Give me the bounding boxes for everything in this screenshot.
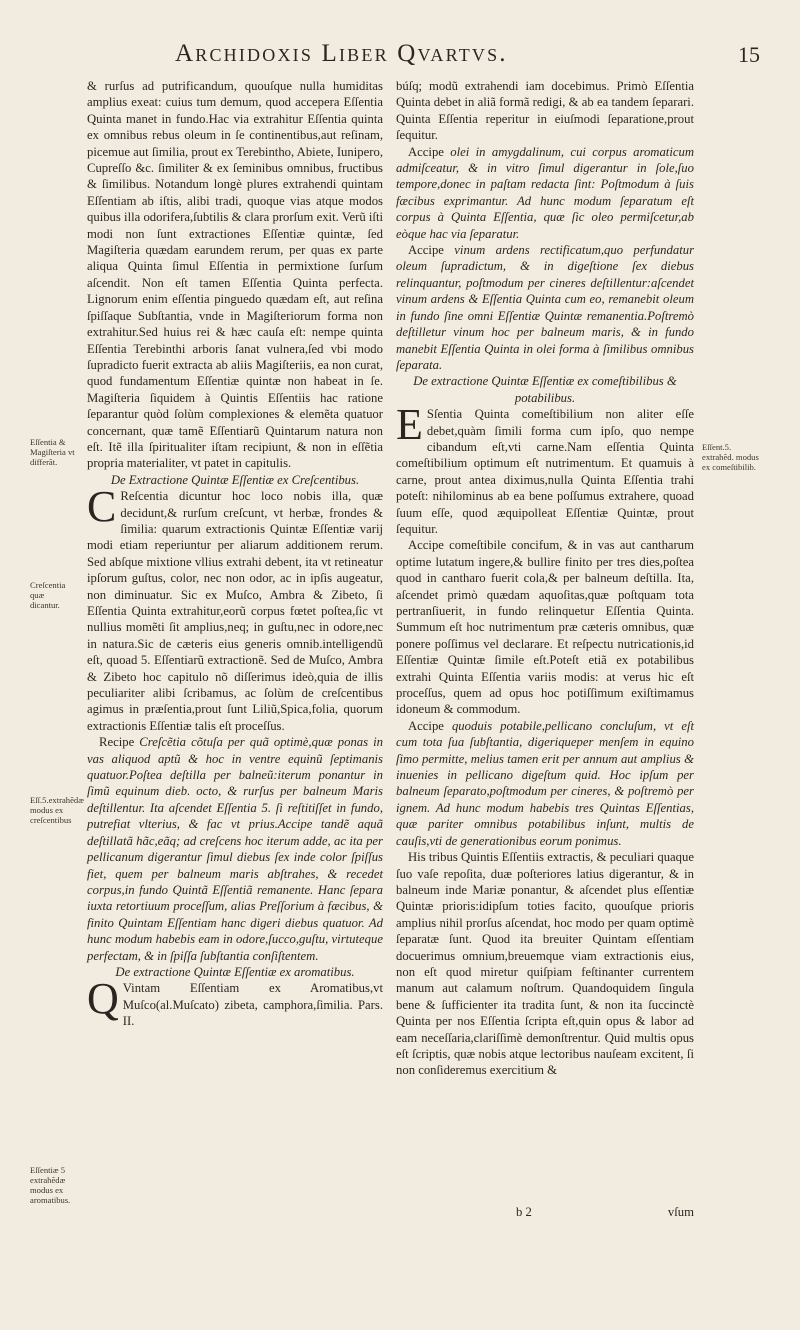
page-number: 15 (738, 42, 760, 67)
section-heading: De extractione Quintæ Eſſentiæ ex comeſtibilibus & potabilibus. (413, 374, 677, 405)
paragraph: His tribus Quintis Eſſentiis extractis, & peculiari quaque ſuo vaſe repoſita, duæ poſteriores latius digerantur, & in balneum inde Mariæ ponantur, & aſcendet plus eſſentiæ Quintæ prioris:idipſum toties facito, quouſque prioris amplius nihil prorſus aſcendat, hoc modo per quam optimè ſeparatæ ſunt. Quod ita breuiter Quintam eſſentiam docuerimus omnium,breuemque viam extractionis eius, non eſt quod miretur quiſpiam feſtinanter currentem manum aut calamum noſtrum. Quandoquidem ſingula bene & ſufficienter ita tradita ſunt, & non ita ſuccinctè Quinta per nos Eſſentia ſcripta eſt,quin opus & labor ad eam neceſſaria,clariſſimè demonſtrentur. Quid multis opus eſt ſcriptis, quæ nobis atque lectoribus nauſeam excitent, ſi non conſideremus exercitium & (396, 850, 694, 1078)
drop-cap: E (396, 400, 423, 450)
recipe-paragraph (396, 718, 694, 849)
margin-note-aromatibus: Eſſentiæ 5 extrahẽdæ modus ex aromatibus. (30, 1165, 71, 1205)
recipe-lead: Accipe (408, 144, 444, 159)
recipe-text: quoduis potabile,pellicano concluſum, vt eſt cum tota ſua ſubſtantia, digeriqueper menſem in equino ſimo permitte, melius tamen erit per annum aut amplius & inuenies in pellicano digeſtum quid. Hoc ipſum per balneum ſeparato,poſtmodum per cineres, & poſtremò per ignem. Ad hunc modum habebis tres Quintas Eſſentias, quæ pariter omnibus potabilibus inſunt, multis de cauſis,vti de generationibus eorum ponimus. (396, 718, 694, 848)
paragraph-text: Reſcentia dicuntur hoc loco nobis illa, quæ decidunt,& rurſum creſcunt, vt herbæ, frondes & ſimilia: quarum extractionis Quintæ Eſſentiæ varij modi etiam reperiuntur per aliarum additionem rerum. Sed abſque mixtione vllius extrahi debent, ita vt retineatur ipſorum guſtus, color, nec non odor, ac in ipſis augeatur, non diminuatur. Sic ex Muſco, Ambra & Zibeto, ſi Eſſentia Quinta extrahitur,eorũ corpus fœtet poſtea,ſic vt nullius momẽti ſit amplius,neq; in guſtu,nec in odore,nec in natura.Sic de cæteris eius generis omnib.intelligendũ eſt, quoad 5. Eſſentiarũ extractionẽ. Sed de Muſco, Ambra & Zibeto hoc capitulo nõ diſſerimus ideò,quia de illis peculiariter alibi ſcribamus, ac ſolùm de creſcentibus agimus in præſentia,prout ſunt Liliũ,Spica,folia, quorum extractionis Eſſentiæ talis eſt proceſſus. (87, 489, 383, 733)
recipe-lead: Recipe (99, 735, 135, 750)
drop-cap: C (87, 482, 117, 532)
margin-note-crescentia: Creſcentia quæ dicantur. (30, 580, 66, 610)
paragraph: & rurſus ad putrificandum, quouſque nulla humiditas amplius exeat: cuius tum demum, quod accepera Eſſentia Quinta manet in fundo.Hac via extrahitur Eſſentia quinta ex omnibus rebus oleum in ſe continentibus,aut reſinam, picemue aut ſimilia, prout ex Terebintho, Abiete, Iunipero, Cupreſſo &c. ſimiliter & ex ſeminibus omnibus, fructibus & ſimilibus. Notandum longè plures extrahendi quintam Eſſentiam ab iſtis, alibi tradi, quoque vias atque modos quibus illa odorifera,ſubtilis & clara prorſum exit. Verũ iſti modi non ſunt extractiones Eſſentiæ quintæ, ſed Magiſteria quædam earundem rerum, per quas ex parte aliqua Quinta ſimul Eſſentia in permixtione ſurſum aſcendit. Non eſt tamen Eſſentia Quinta perfecta. Lignorum enim eſſentia pinguedo quædam eſt, aut reſina ſpiſſaque Subſtantia, vnde in Magiſteriorum forma non extrahitur.Sed huius rei & hæc cauſa eſt: nempe quinta Eſſentia Terebinthi arboris ſanat vulnera,ſed vbi modo ſupradicto fuerit extracta ab aliis Magiſteriis, ea non curat, quod fundamentum Eſſentiæ quintæ non habeat in ſe. Magiſteria ſiquidem à Quintis Eſſentiis hac ratione ſeparantur quòd ſolùm complexiones & elemẽta quatuor concernant, quæ tamẽ Eſſentiarũ Quintarum natura non eſt. Itẽ illa ſpiritualiter iſtam recipiunt, & non in eſſẽtia propria materialiter, vt patet in capitulis. (87, 79, 383, 471)
paragraph (396, 400, 694, 537)
paragraph-text: Sſentia Quinta comeſtibilium non aliter eſſe debet,quàm ſimili forma cum ipſo, quo nempe cibandum eſt,vti carne.Nam eſſentia Quinta comeſtibilium optimum eſt nutrimentum. Et quamuis à carne, prout antea diximus,nulla Quinta Eſſentia trahi poteſt: nihilominus ab ea bene poſſumus extrahere, quoad ſuum eſſe, quod æquipolleat Eſſentiæ Quintæ, prout ſequitur. (396, 407, 694, 536)
recipe-lead: Accipe (408, 243, 444, 258)
drop-cap: Q (87, 974, 119, 1024)
recipe-text: comeſtibile concifum, & in vas aut cantharum optime lutatum ingere,& bullire finito per tres dies,poſtea quod in cantharo fuerit cola,& per balneum deſtilla. Ita, aſcendet primò quædam aquoſitas,quæ poſtquam tota pertranſiuerit, in fundo relinquetur Eſſentia Quinta. Summum eſt hoc nutrimentum præ cæteris omnibus, quæ ponere poſſimus vel declarare. Et reſpectu nutricationis,id Eſſentiæ Quintæ ſimile eſt.Poteſt etiã ex potabilibus extrahi Quinta Eſſentia variis modis: at verus hic eſt proceſſus, quem ad opus hoc potiſſimum exiſtimamus idoneum & commodum. (396, 538, 694, 717)
margin-note-crescentibus: Eſſ.5.extrahẽdæ modus ex creſcentibus (30, 795, 84, 825)
page-footer (396, 1205, 694, 1225)
running-title: Archidoxis Liber Qvartvs. (175, 40, 508, 67)
recipe-text: vinum ardens rectificatum,quo perfundatur oleum ſupradictum, & in digeſtione ſex diebus relinquantur, poſtmodum per cineres deſtillentur:aſcendet vinum ardens & Eſſentia Quinta cum eo, remanebit oleum in fundo ſine omni Eſſentiæ Quintæ remanentia.Poſtremò deſtilletur vinum hoc per balneum maris, & in fundo manebit Eſſentia Quinta in olei forma à ſimilibus omnibus ſeparata. (396, 243, 695, 372)
paragraph-text: Vintam Eſſentiam ex Aromatibus,vt Muſco(al.Muſcato) zibeta, camphora,ſimilia. Pars. II. (122, 981, 383, 1029)
margin-note-essentia-magisteria: Eſſentia & Magiſteria vt differãt. (30, 437, 75, 467)
recipe-text: Creſcẽtia cõtuſa per quã optimè,quæ ponas in vas aliquod aptũ & hoc in ventre equinũ ſeptimanis quatuor.Poſtea deſtilla per balneũ:iterum ponantur in ſimũ equinum dieb. octo, & rurſus per balneum Maris deſtillentur. Ita aſcendet Eſſentia 5. ſi reſtitiſſet in fundo, putrefiat vlterius, & fac vt prius.Accipe tandẽ aquã deſtillatã hãc,eãq; ad creſcens hoc iterum adde, ac ita per pellicanum digerantur ſimul diebus ſex inde color ſpiſſus fiet, quem per balneum maris abſtrahes, & recedet corpus,in fundo Quintã Eſſentiã remanente. Hanc ſepara iuxta retortiuum proceſſum, alias Preſſorium à fæcibus, & finito Quintam Eſſentiam hanc digeri diebus quatuor. Ad hunc modum habebis eam in odore,ſucco,guſtu, virtuteque perfectam, & in ſpiſſa ſubſtantia conſiſtentem. (87, 735, 383, 963)
catchword: vſum (667, 1205, 694, 1219)
paragraph (87, 974, 383, 1029)
margin-note-comestibilibus: Eſſent.5. extrahẽd. modus ex comeſtibilib. (702, 442, 759, 472)
section-heading: De extractione Quintæ Eſſentiæ ex aromatibus. (115, 964, 355, 979)
recipe-lead: Accipe (408, 538, 444, 553)
section-heading: De Extractione Quintæ Eſſentiæ ex Creſcentibus. (110, 472, 360, 487)
recipe-paragraph (87, 734, 383, 964)
left-column (87, 78, 383, 1030)
recipe-lead: Accipe (408, 718, 444, 733)
paragraph (87, 482, 383, 734)
right-column (396, 78, 694, 1079)
page-header (175, 40, 760, 72)
recipe-text: olei in amygdalinum, cui corpus aromaticum admiſceatur, & in vitro ſimul digerantur in ſole,ſuo tempore,donec in paſtam redacta ſint: Poſtmodum à ſuis fæcibus exprimantur. Ad hunc modum ſeparatum eſt corpus à Quinta Eſſentia, quæ ſic oleo permiſcetur,ab eòque hac via ſeparatur. (396, 144, 694, 241)
recipe-paragraph (396, 537, 694, 717)
recipe-paragraph (396, 242, 694, 373)
recipe-paragraph (396, 144, 694, 242)
paragraph: búſq; modũ extrahendi iam docebimus. Primò Eſſentia Quinta debet in aliã formã redigi, & ab ea tandem ſeparari. Quinta Eſſentia reperitur in eiuſmodi ſeparatione,prout ſequitur. (396, 79, 694, 143)
signature-mark: b 2 (516, 1205, 532, 1219)
